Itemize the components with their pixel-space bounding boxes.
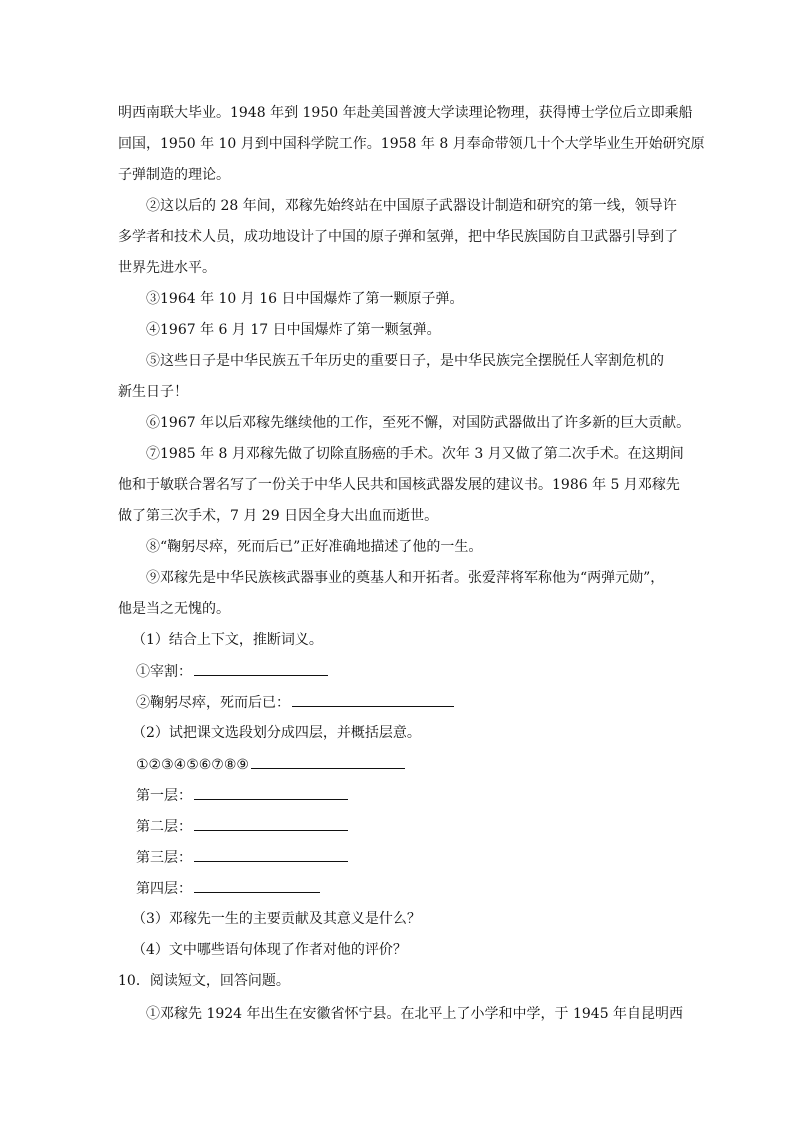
layer-3-row <box>136 847 348 868</box>
question-1: （1）结合上下文，推断词义。 <box>132 632 323 648</box>
paragraph-7-line-2: 他和于敏联合署名写了一份关于中华人民共和国核武器发展的建议书。1986 年 5 月邓稼先 <box>118 477 680 493</box>
question-1b-row <box>136 692 454 713</box>
paragraph-3: ③1964 年 10 月 16 日中国爆炸了第一颗原子弹。 <box>146 291 464 307</box>
layer-3-label: 第三层： <box>136 850 192 866</box>
layer-1-row <box>136 785 348 806</box>
question-1b-label: ②鞠躬尽瘁，死而后已： <box>136 695 290 711</box>
question-10-heading: 10．阅读短文，回答问题。 <box>118 973 290 989</box>
paragraph-1-line-3: 子弹制造的理论。 <box>118 167 230 183</box>
layer-1-answer-blank[interactable] <box>194 785 348 800</box>
paragraph-2-line-3: 世界先进水平。 <box>118 260 216 276</box>
paragraph-2-line-1: ②这以后的 28 年间，邓稼先始终站在中国原子武器设计制造和研究的第一线，领导许 <box>146 198 677 214</box>
paragraph-9-line-2: 他是当之无愧的。 <box>118 601 230 617</box>
layer-2-label: 第二层： <box>136 819 192 835</box>
layer-4-label: 第四层： <box>136 881 192 897</box>
question-2: （2）试把课文选段划分成四层，并概括层意。 <box>132 725 421 741</box>
paragraph-2-line-2: 多学者和技术人员，成功地设计了中国的原子弹和氢弹，把中华民族国防自卫武器引导到了 <box>118 229 678 245</box>
paragraph-5-line-1: ⑤这些日子是中华民族五千年历史的重要日子，是中华民族完全摆脱任人宰割危机的 <box>146 353 664 369</box>
question-1b-answer-blank[interactable] <box>292 692 454 707</box>
question-10-paragraph-1: ①邓稼先 1924 年出生在安徽省怀宁县。在北平上了小学和中学，于 1945 年自昆明西 <box>146 1006 684 1022</box>
layer-3-answer-blank[interactable] <box>194 847 348 862</box>
question-2-sequence-blank[interactable] <box>251 754 405 769</box>
paragraph-1-line-1: 明西南联大毕业。1948 年到 1950 年赴美国普渡大学读理论物理，获得博士学位后立即乘船 <box>118 105 693 121</box>
paragraph-1-line-2: 回国，1950 年 10 月到中国科学院工作。1958 年 8 月奉命带领几十个大学毕业生开始研究原 <box>118 136 705 152</box>
layer-4-answer-blank[interactable] <box>194 878 320 893</box>
paragraph-7-line-3: 做了第三次手术，7 月 29 日因全身大出血而逝世。 <box>118 508 439 524</box>
paragraph-9-line-1: ⑨邓稼先是中华民族核武器事业的奠基人和开拓者。张爱萍将军称他为“两弹元勋”， <box>146 570 665 586</box>
paragraph-8: ⑧“鞠躬尽瘁，死而后已”正好准确地描述了他的一生。 <box>146 539 483 555</box>
paragraph-7-line-1: ⑦1985 年 8 月邓稼先做了切除直肠癌的手术。次年 3 月又做了第二次手术。在这期间 <box>146 446 684 462</box>
layer-2-answer-blank[interactable] <box>194 816 348 831</box>
paragraph-4: ④1967 年 6 月 17 日中国爆炸了第一颗氢弹。 <box>146 322 441 338</box>
question-2-sequence-row <box>136 754 405 775</box>
layer-2-row <box>136 816 348 837</box>
layer-1-label: 第一层： <box>136 788 192 804</box>
paragraph-6: ⑥1967 年以后邓稼先继续他的工作，至死不懈，对国防武器做出了许多新的巨大贡献。 <box>146 415 691 431</box>
question-1a-answer-blank[interactable] <box>194 661 328 676</box>
question-4: （4）文中哪些语句体现了作者对他的评价？ <box>132 942 407 958</box>
layer-4-row <box>136 878 320 899</box>
paragraph-5-line-2: 新生日子！ <box>118 384 188 400</box>
question-1a-row <box>136 661 328 682</box>
question-3: （3）邓稼先一生的主要贡献及其意义是什么？ <box>132 911 421 927</box>
question-1a-label: ①宰割： <box>136 664 192 680</box>
question-2-sequence: ①②③④⑤⑥⑦⑧⑨ <box>136 757 249 773</box>
